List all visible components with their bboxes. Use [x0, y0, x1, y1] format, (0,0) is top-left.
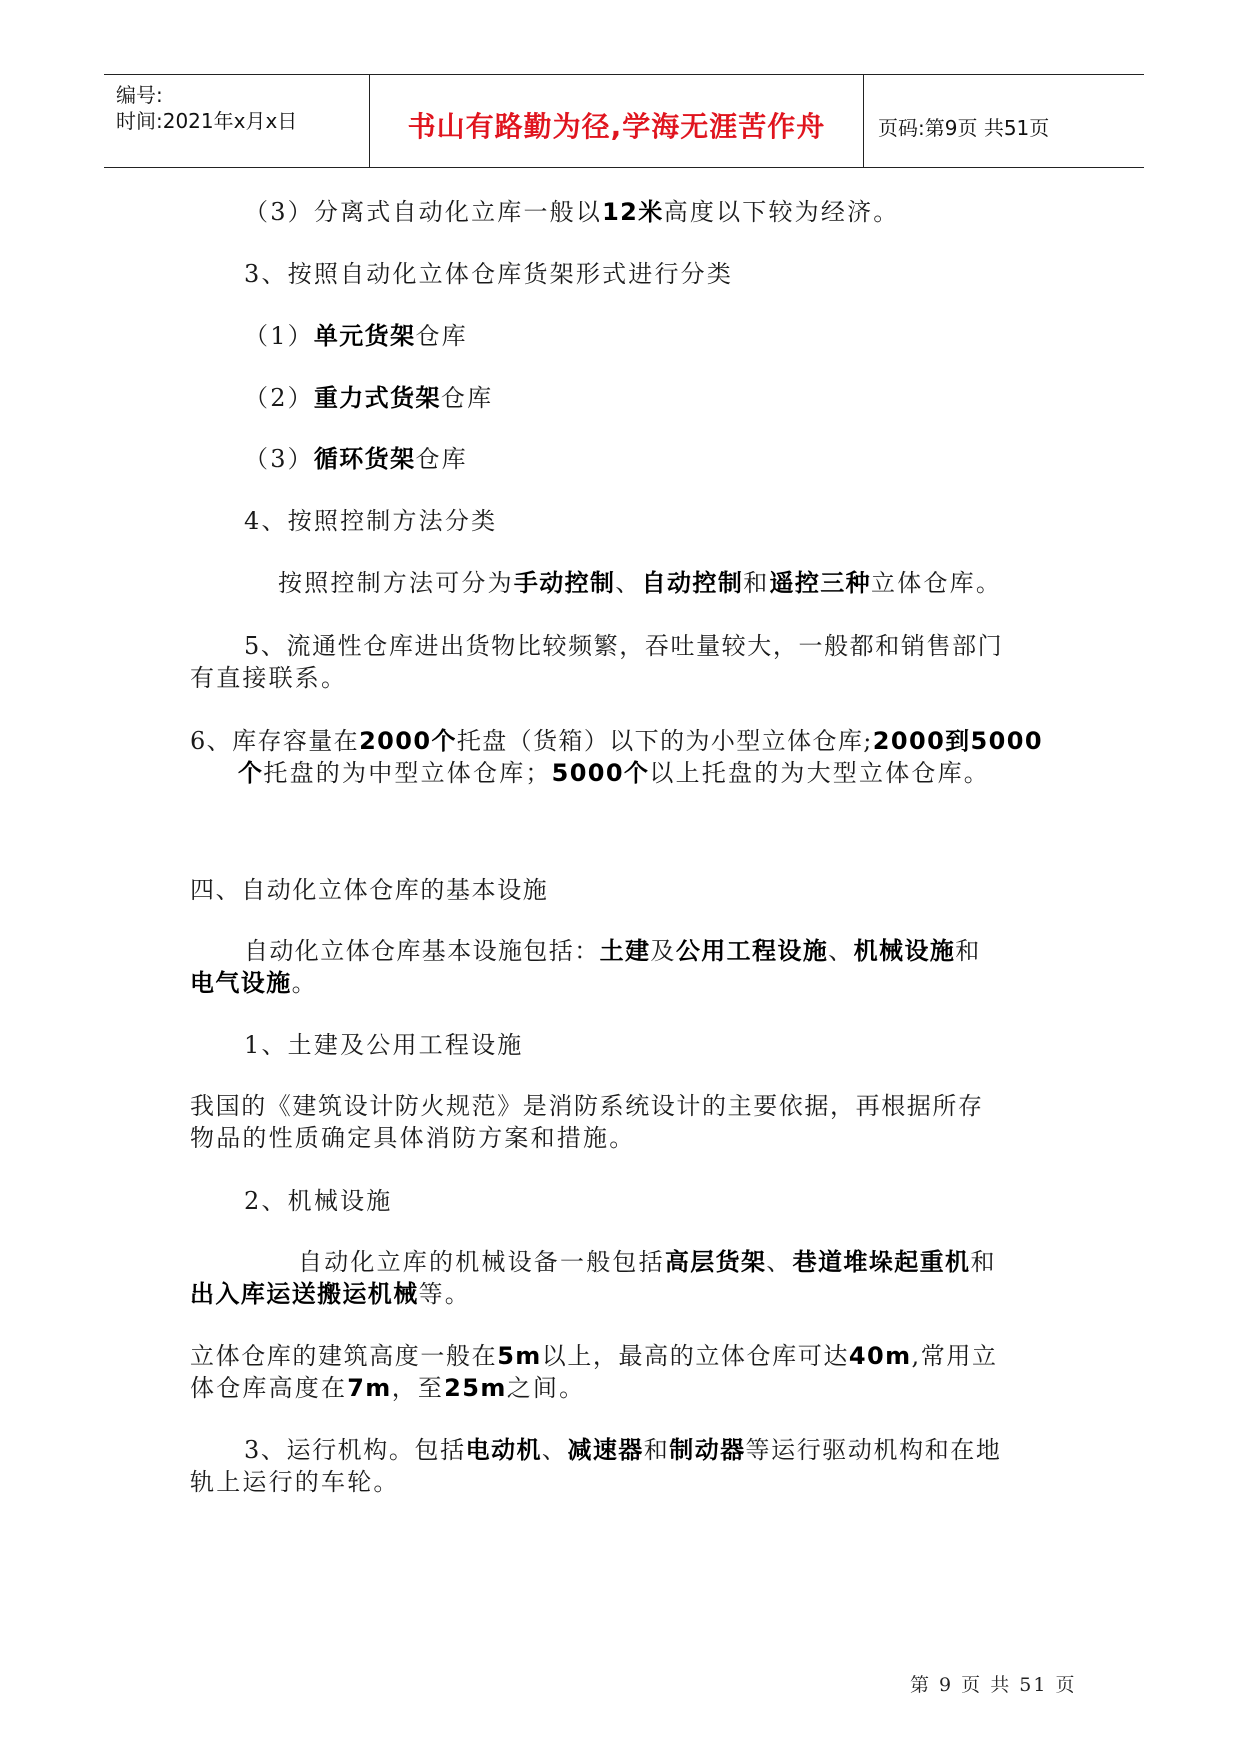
list-item	[244, 382, 493, 414]
header-motto: 书山有路勤为径,学海无涯苦作舟	[407, 110, 826, 143]
text-run: 、	[615, 569, 642, 597]
bold-text-run: 电动机	[465, 1436, 542, 1464]
paragraph-line	[244, 935, 981, 967]
paragraph-line	[298, 1246, 997, 1278]
bold-text-run: 制动器	[669, 1436, 746, 1464]
text-run: 和	[970, 1248, 997, 1276]
text-run: 6、库存容量在	[190, 727, 360, 755]
text-run: 体仓库高度在	[190, 1374, 348, 1402]
bold-text-run: 5000个	[551, 759, 650, 787]
bold-text-run: 自动控制	[641, 569, 744, 597]
bold-text-run: 公用工程设施	[675, 937, 829, 965]
section-heading-3: 3、按照自动化立体仓库货架形式进行分类	[244, 260, 734, 288]
paragraph-line: 有直接联系。	[190, 664, 348, 692]
chapter-heading: 四、自动化立体仓库的基本设施	[190, 876, 549, 904]
paragraph-line	[190, 1340, 998, 1372]
bold-text-run: 个	[238, 759, 264, 787]
paragraph-line	[190, 967, 318, 999]
paragraph-line: 我国的《建筑设计防火规范》是消防系统设计的主要依据，再根据所存	[190, 1092, 984, 1120]
text-run: 及	[650, 937, 676, 965]
text-run: 等运行驱动机构和在地	[745, 1436, 1002, 1464]
bold-text-run: 单元货架	[313, 322, 416, 350]
document-number-label: 编号:	[116, 83, 163, 107]
bold-text-run: 出入库运送搬运机械	[190, 1280, 419, 1308]
bold-text-run: 40m	[848, 1342, 912, 1370]
paragraph-line	[190, 1372, 585, 1404]
bold-text-run: 2000个	[359, 727, 457, 755]
text-run: 托盘的为中型立体仓库；	[263, 759, 552, 787]
text-run: 和	[643, 1436, 670, 1464]
bold-text-run: 12米	[602, 198, 664, 226]
text-run: （3）	[244, 445, 314, 473]
bold-text-run: 7m	[347, 1374, 392, 1402]
page-footer: 第 9 页 共 51 页	[910, 1674, 1077, 1696]
text-run: 和	[743, 569, 770, 597]
paragraph-line	[238, 757, 990, 789]
paragraph-line	[244, 196, 900, 228]
paragraph-line: 物品的性质确定具体消防方案和措施。	[190, 1124, 636, 1152]
section-heading-4: 4、按照控制方法分类	[244, 507, 498, 535]
text-run: 仓库	[415, 322, 468, 350]
document-time-label: 时间:2021年x月x日	[116, 109, 298, 133]
text-run: （1）	[244, 322, 314, 350]
paragraph-line: 轨上运行的车轮。	[190, 1468, 400, 1496]
bold-text-run: 5m	[497, 1342, 542, 1370]
text-run: 立体仓库。	[871, 569, 1003, 597]
text-run: 、	[828, 937, 854, 965]
text-run: 自动化立库的机械设备一般包括	[298, 1248, 665, 1276]
bold-text-run: 土建	[599, 937, 651, 965]
bold-text-run: 循环货架	[313, 445, 416, 473]
text-run: （3）分离式自动化立库一般以	[244, 198, 603, 226]
bold-text-run: 电气设施	[190, 969, 292, 997]
paragraph-line	[244, 1434, 1002, 1466]
text-run: 。	[291, 969, 318, 997]
text-run: 自动化立体仓库基本设施包括：	[244, 937, 600, 965]
bold-text-run: 手动控制	[513, 569, 616, 597]
text-run: 等。	[418, 1280, 472, 1308]
list-item	[244, 443, 468, 475]
text-run: 、	[766, 1248, 793, 1276]
text-run: ，至	[391, 1374, 445, 1402]
bold-text-run: 巷道堆垛起重机	[792, 1248, 971, 1276]
paragraph-line	[190, 1278, 471, 1310]
text-run: 3、运行机构。包括	[244, 1436, 466, 1464]
list-item	[244, 320, 468, 352]
bold-text-run: 减速器	[567, 1436, 644, 1464]
paragraph-line	[190, 725, 1043, 757]
text-run: 以上托盘的为大型立体仓库。	[649, 759, 991, 787]
bold-text-run: 高层货架	[664, 1248, 767, 1276]
text-run: 立体仓库的建筑高度一般在	[190, 1342, 498, 1370]
paragraph-line: 5、流通性仓库进出货物比较频繁，吞吐量较大，一般都和销售部门	[244, 632, 1004, 660]
text-run: ,常用立	[911, 1342, 998, 1370]
text-run: 之间。	[506, 1374, 586, 1402]
text-run: 和	[955, 937, 981, 965]
text-run: 托盘（货箱）以下的为小型立体仓库;	[456, 727, 873, 755]
header-middle-cell	[370, 75, 864, 167]
bold-text-run: 遥控三种	[769, 569, 872, 597]
page-header	[104, 74, 1144, 168]
bold-text-run: 机械设施	[853, 937, 956, 965]
section-heading-1: 1、土建及公用工程设施	[244, 1031, 524, 1059]
text-run: 按照控制方法可分为	[278, 569, 514, 597]
text-run: 以上，最高的立体仓库可达	[541, 1342, 849, 1370]
header-right-cell	[864, 75, 1144, 167]
section-heading-2: 2、机械设施	[244, 1187, 393, 1215]
text-run: 仓库	[440, 384, 494, 412]
paragraph-line	[278, 567, 1002, 599]
bold-text-run: 重力式货架	[313, 384, 441, 412]
text-run: 、	[541, 1436, 568, 1464]
bold-text-run: 2000到5000	[872, 727, 1043, 755]
header-page-info: 页码:第9页 共51页	[878, 116, 1050, 140]
bold-text-run: 25m	[444, 1374, 507, 1402]
text-run: 高度以下较为经济。	[663, 198, 900, 226]
text-run: （2）	[244, 384, 314, 412]
header-left-cell	[104, 75, 370, 167]
text-run: 仓库	[415, 445, 468, 473]
